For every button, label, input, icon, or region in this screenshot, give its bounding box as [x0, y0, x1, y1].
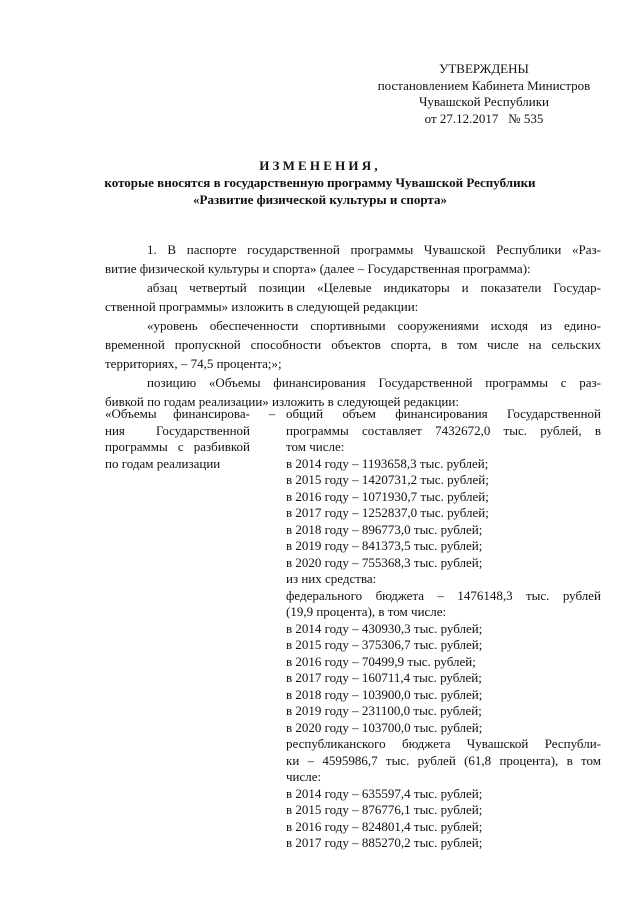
total-year-2019: в 2019 году – 841373,5 тыс. рублей;: [286, 538, 483, 553]
federal-year-2020: в 2020 году – 103700,0 тыс. рублей;: [286, 719, 483, 735]
republic-year-2014: в 2014 году – 635597,4 тыс. рублей;: [286, 785, 483, 801]
total-year-2018: в 2018 году – 896773,0 тыс. рублей;: [286, 521, 483, 537]
paragraph-3-line-3: территориях, – 74,5 процента;»;: [105, 356, 282, 371]
document-body: [105, 240, 601, 411]
federal-line-1: федерального бюджета – 1476148,3 тыс. рублей: [286, 587, 601, 603]
paragraph-3: [105, 316, 601, 373]
republic-year-2015: в 2015 году – 876776,1 тыс. рублей;: [286, 802, 483, 817]
label-line-4: по годам реализации: [105, 455, 221, 471]
paragraph-1: [105, 240, 601, 278]
federal-year-2014: в 2014 году – 430930,3 тыс. рублей;: [286, 620, 483, 636]
document-heading: [40, 157, 600, 208]
federal-line-2: (19,9 процента), в том числе:: [286, 604, 447, 619]
federal-year-2017: в 2017 году – 160711,4 тыс. рублей;: [286, 670, 482, 685]
paragraph-3-line-2: временной пропускной способности объектов спорта, в том числе на сельских: [105, 337, 601, 352]
paragraph-2: [105, 278, 601, 316]
approval-republic: Чувашской Республики: [418, 94, 550, 109]
total-line-1: общий объем финансирования Государственной: [286, 406, 601, 421]
paragraph-2-line-2: ственной программы» изложить в следующей редакции:: [105, 299, 419, 314]
approval-date-number: от 27.12.2017 № 535: [424, 110, 544, 126]
paragraph-1-line-2: витие физической культуры и спорта» (далее – Государственная программа):: [105, 261, 531, 276]
republic-line-3: числе:: [286, 769, 322, 784]
financing-table-label-cell: [105, 406, 250, 472]
republic-line-1: республиканского бюджета Чувашской Республи-: [286, 736, 601, 751]
document-subtitle-line-2: «Развитие физической культуры и спорта»: [193, 192, 447, 207]
federal-year-2018: в 2018 году – 103900,0 тыс. рублей;: [286, 686, 483, 702]
republic-year-2016: в 2016 году – 824801,4 тыс. рублей;: [286, 818, 483, 834]
paragraph-3-line-1: «уровень обеспеченности спортивными сооружениями исходя из едино-: [147, 318, 601, 333]
federal-year-2015: в 2015 году – 375306,7 тыс. рублей;: [286, 637, 483, 652]
total-year-2020: в 2020 году – 755368,3 тыс. рублей;: [286, 554, 483, 570]
label-line-2: ния Государственной: [105, 422, 250, 438]
paragraph-2-line-1: абзац четвертый позиции «Целевые индикаторы и показатели Государ-: [147, 280, 601, 295]
federal-year-2019: в 2019 году – 231100,0 тыс. рублей;: [286, 703, 482, 718]
republic-year-2017: в 2017 году – 885270,2 тыс. рублей;: [286, 835, 483, 850]
label-dash: –: [268, 406, 276, 421]
document-subtitle-line-1: которые вносятся в государственную программу Чувашской Республики: [104, 175, 536, 190]
total-year-2016: в 2016 году – 1071930,7 тыс. рублей;: [286, 488, 489, 504]
approval-authority: постановлением Кабинета Министров: [377, 77, 591, 93]
label-line-3: программы с разбивкой: [105, 439, 250, 454]
total-year-2017: в 2017 году – 1252837,0 тыс. рублей;: [286, 505, 489, 520]
total-line-2: программы составляет 7432672,0 тыс. рублей, в: [286, 422, 601, 438]
approval-title: УТВЕРЖДЕНЫ: [439, 61, 529, 76]
republic-line-2: ки – 4595986,7 тыс. рублей (61,8 процента), в том: [286, 752, 601, 768]
of-them-label: из них средства:: [286, 571, 377, 586]
financing-table-value-cell: [286, 406, 601, 852]
paragraph-4-line-2: бивкой по годам реализации» изложить в следующей редакции:: [105, 394, 459, 409]
paragraph-4-line-1: позицию «Объемы финансирования Государственной программы с раз-: [147, 375, 601, 390]
document-title: ИЗМЕНЕНИЯ,: [259, 158, 381, 173]
total-line-3: том числе:: [286, 439, 345, 454]
total-year-2014: в 2014 году – 1193658,3 тыс. рублей;: [286, 455, 489, 471]
federal-year-2016: в 2016 году – 70499,9 тыс. рублей;: [286, 653, 476, 669]
paragraph-1-line-1: 1. В паспорте государственной программы Чувашской Республики «Раз-: [147, 242, 601, 257]
label-line-1: «Объемы финансирова-: [105, 406, 250, 421]
approval-stamp: [364, 61, 604, 127]
total-year-2015: в 2015 году – 1420731,2 тыс. рублей;: [286, 472, 489, 487]
